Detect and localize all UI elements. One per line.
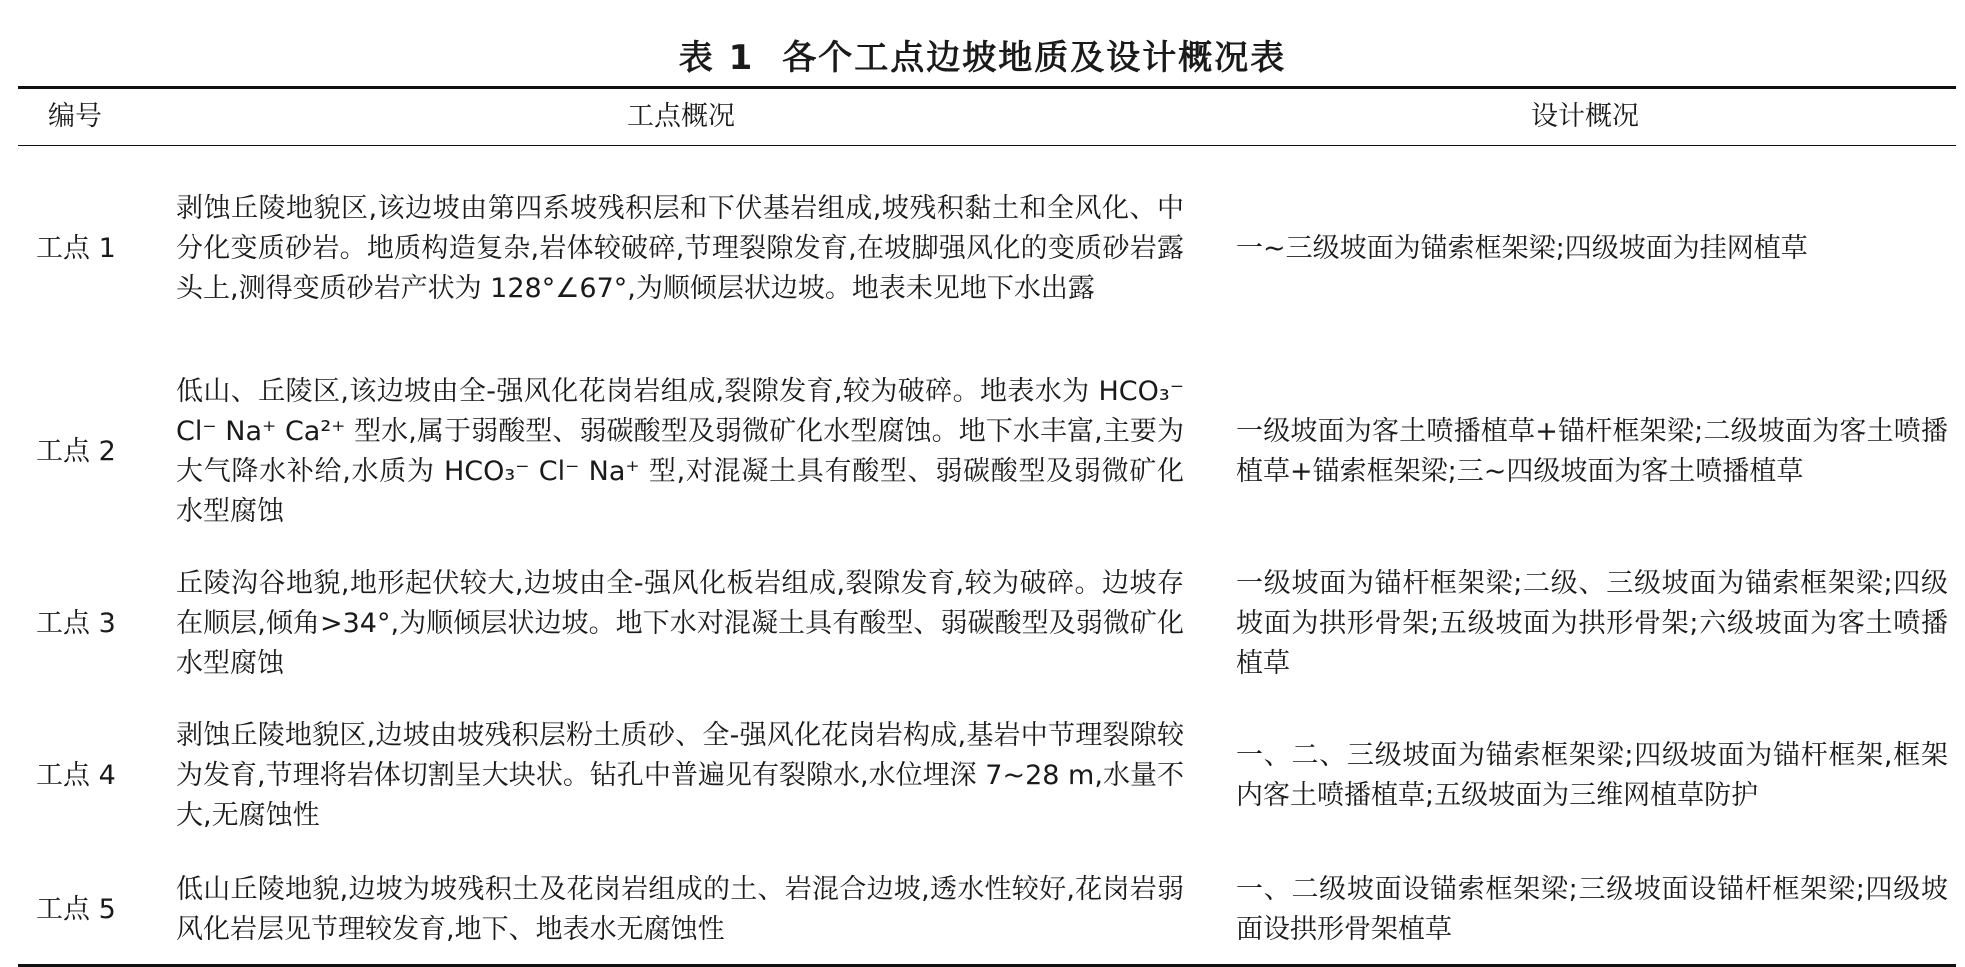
table-row	[18, 146, 1956, 353]
table-row	[18, 552, 1956, 696]
row-design-overview: 一级坡面为客土喷播植草+锚杆框架梁;二级坡面为客土喷播植草+锚索框架梁;三~四级坡面为客土喷播植草	[1236, 416, 1948, 487]
row-site-overview: 剥蚀丘陵地貌区,该边坡由第四系坡残积层和下伏基岩组成,坡残积黏土和全风化、中分化变质砂岩。地质构造复杂,岩体较破碎,节理裂隙发育,在坡脚强风化的变质砂岩露头上,测得变质砂岩产状为 128°∠67°,为顺倾层状边坡。地表未见地下水出露	[176, 193, 1184, 304]
row-id: 工点 4	[36, 760, 116, 791]
table-title	[0, 30, 1965, 79]
table-header-row	[18, 88, 1956, 146]
row-design-overview: 一、二、三级坡面为锚索框架梁;四级坡面为锚杆框架,框架内客土喷播植草;五级坡面为三维网植草防护	[1236, 740, 1948, 811]
table-row	[18, 352, 1956, 552]
table-row	[18, 696, 1956, 856]
row-site-overview: 丘陵沟谷地貌,地形起伏较大,边坡由全-强风化板岩组成,裂隙发育,较为破碎。边坡存在顺层,倾角>34°,为顺倾层状边坡。地下水对混凝土具有酸型、弱碳酸型及弱微矿化水型腐蚀	[176, 568, 1184, 679]
header-site: 工点概况	[627, 101, 735, 132]
row-id: 工点 3	[36, 608, 116, 639]
row-id: 工点 5	[36, 894, 116, 925]
header-id: 编号	[48, 101, 102, 132]
row-design-overview: 一、二级坡面设锚索框架梁;三级坡面设锚杆框架梁;四级坡面设拱形骨架植草	[1236, 874, 1948, 945]
table-number: 表 1	[678, 38, 755, 78]
row-site-overview: 低山丘陵地貌,边坡为坡残积土及花岗岩组成的土、岩混合边坡,透水性较好,花岗岩弱风化岩层见节理较发育,地下、地表水无腐蚀性	[176, 874, 1184, 945]
row-site-overview: 低山、丘陵区,该边坡由全-强风化花岗岩组成,裂隙发育,较为破碎。地表水为 HCO₃⁻ Cl⁻ Na⁺ Ca²⁺ 型水,属于弱酸型、弱碳酸型及弱微矿化水型腐蚀。地下水丰富,主要为大气降水补给,水质为 HCO₃⁻ Cl⁻ Na⁺ 型,对混凝土具有酸型、弱碳酸型及弱微矿化水型腐蚀	[176, 376, 1184, 527]
row-site-overview: 剥蚀丘陵地貌区,边坡由坡残积层粉土质砂、全-强风化花岗岩构成,基岩中节理裂隙较为发育,节理将岩体切割呈大块状。钻孔中普遍见有裂隙水,水位埋深 7~28 m,水量不大,无腐蚀性	[176, 720, 1184, 831]
table-row	[18, 856, 1956, 966]
data-table	[18, 86, 1956, 967]
row-design-overview: 一级坡面为锚杆框架梁;二级、三级坡面为锚索框架梁;四级坡面为拱形骨架;五级坡面为拱形骨架;六级坡面为客土喷播植草	[1236, 568, 1948, 679]
table-caption: 各个工点边坡地质及设计概况表	[782, 38, 1287, 78]
row-id: 工点 2	[36, 436, 116, 467]
row-design-overview: 一~三级坡面为锚索框架梁;四级坡面为挂网植草	[1236, 233, 1808, 264]
header-design: 设计概况	[1531, 101, 1639, 132]
row-id: 工点 1	[36, 233, 116, 264]
